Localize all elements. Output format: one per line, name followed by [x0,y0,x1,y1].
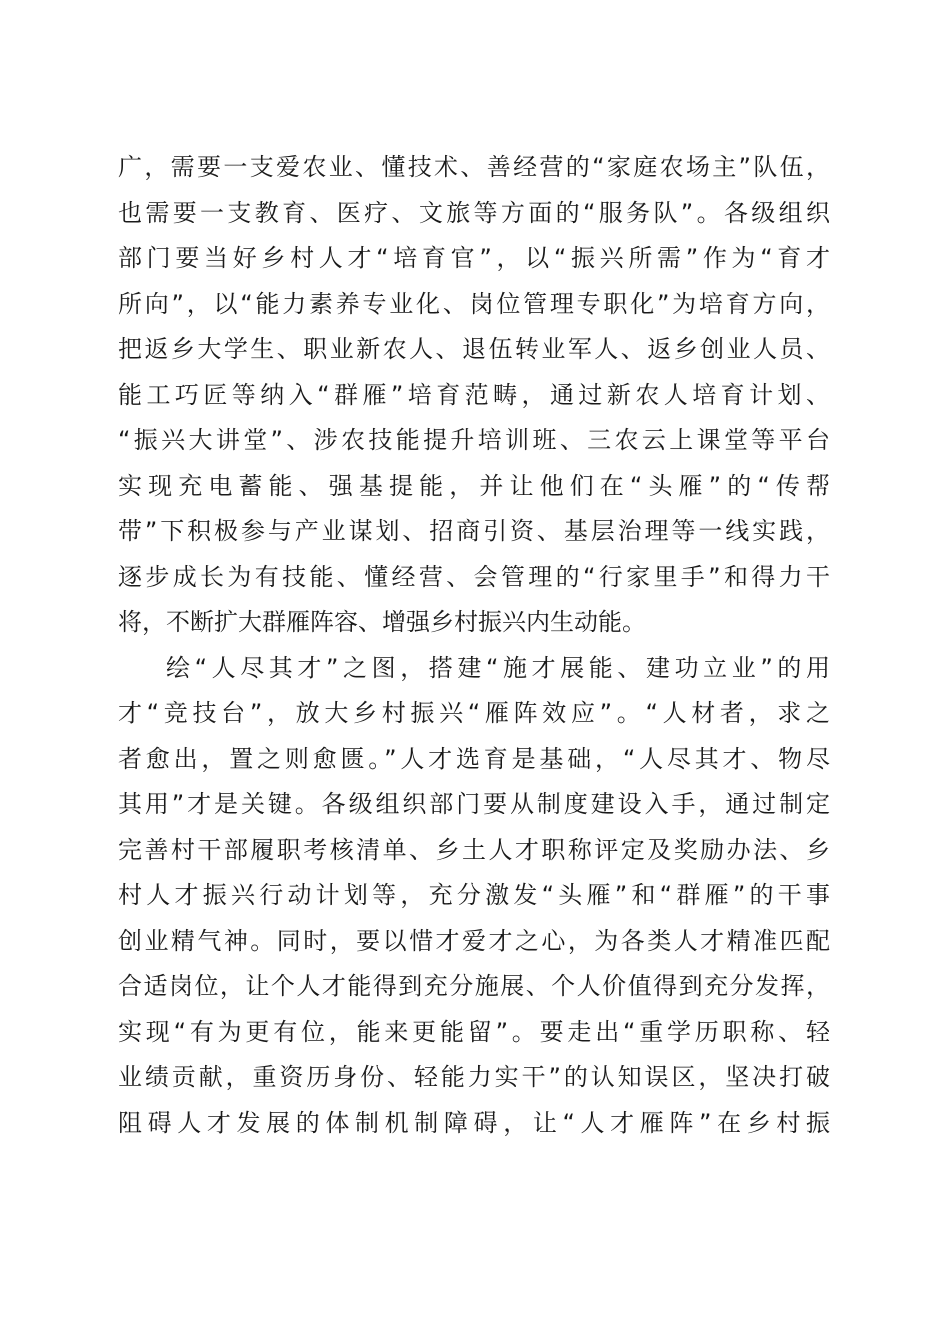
text-line: 将，不断扩大群雁阵容、增强乡村振兴内生动能。 [118,608,646,636]
text-line: 合适岗位，让个人才能得到充分施展、个人价值得到充分发挥， [118,972,830,1000]
text-line: 逐步成长为有技能、懂经营、会管理的“行家里手”和得力干 [118,562,830,591]
text-line: 才“竞技台”，放大乡村振兴“雁阵效应”。“人材者，求之 [118,699,830,727]
text-line: 广，需要一支爱农业、懂技术、善经营的“家庭农场主”队伍， [118,153,830,181]
document-body [118,145,830,1146]
text-line: 实现“有为更有位，能来更能留”。要走出“重学历职称、轻 [118,1017,830,1046]
text-line: 所向”，以“能力素养专业化、岗位管理专职化”为培育方向， [118,289,830,318]
text-line: 创业精气神。同时，要以惜才爱才之心，为各类人才精准匹配 [118,926,830,955]
text-line: “振兴大讲堂”、涉农技能提升培训班、三农云上课堂等平台 [118,426,830,454]
text-line: 者愈出，置之则愈匮。”人才选育是基础，“人尽其才、物尽 [118,744,830,773]
text-line: 村人才振兴行动计划等，充分激发“头雁”和“群雁”的干事 [118,881,830,909]
paragraph-2 [118,646,830,1147]
paragraph-1 [118,145,830,646]
text-line: 阻碍人才发展的体制机制障碍，让“人才雁阵”在乡村振 [118,1108,830,1137]
text-line: 能工巧匠等纳入“群雁”培育范畴，通过新农人培育计划、 [118,380,830,409]
text-line: 完善村干部履职考核清单、乡土人才职称评定及奖励办法、乡 [118,835,830,864]
text-line: 绘“人尽其才”之图，搭建“施才展能、建功立业”的用 [166,653,830,682]
text-line: 业绩贡献，重资历身份、轻能力实干”的认知误区，坚决打破 [118,1063,830,1091]
text-line: 部门要当好乡村人才“培育官”，以“振兴所需”作为“育才 [118,244,830,272]
text-line: 把返乡大学生、职业新农人、退伍转业军人、返乡创业人员、 [118,335,830,363]
text-line: 其用”才是关键。各级组织部门要从制度建设入手，通过制定 [118,790,830,818]
text-line: 带”下积极参与产业谋划、招商引资、基层治理等一线实践， [118,517,830,545]
text-line: 实现充电蓄能、强基提能，并让他们在“头雁”的“传帮 [118,471,830,500]
text-line: 也需要一支教育、医疗、文旅等方面的“服务队”。各级组织 [118,198,830,227]
